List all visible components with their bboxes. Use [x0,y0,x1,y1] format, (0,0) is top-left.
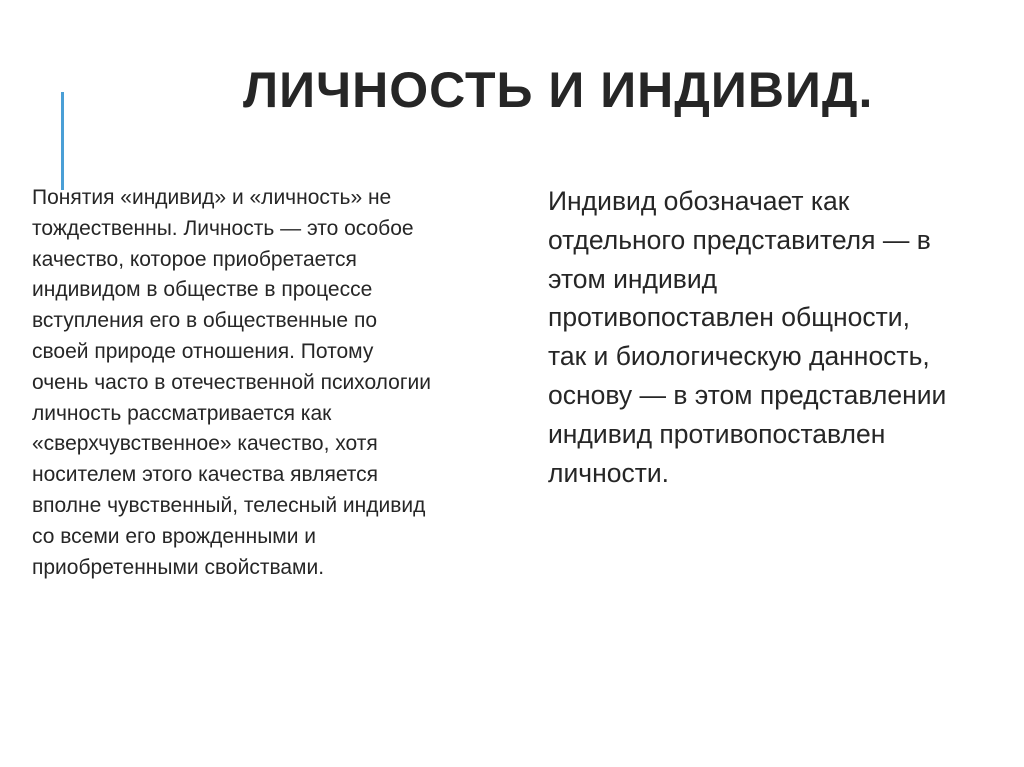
text-line: приобретенными свойствами. [32,555,325,579]
text-line: личность рассматривается как [32,401,332,425]
text-line: этом индивид [548,263,718,294]
left-column-text [32,183,532,583]
text-line: очень часто в отечественной психологии [32,370,431,394]
text-line: так и биологическую данность, [548,341,930,372]
text-line: тождественны. Личность — это особое [32,216,414,240]
text-line: отдельного представителя — в [548,224,931,255]
text-line: Понятия «индивид» и «личность» не [32,186,392,209]
slide-title: ЛИЧНОСТЬ И ИНДИВИД. [243,62,874,118]
text-line: Индивид обозначает как [548,186,850,216]
text-line: своей природе отношения. Потому [32,339,374,363]
text-line: индивид противопоставлен [548,418,886,449]
text-line: вполне чувственный, телесный индивид [32,493,426,517]
right-column-text [548,182,1018,492]
text-line: носителем этого качества является [32,463,379,487]
text-line: противопоставлен общности, [548,302,910,333]
accent-line [61,92,64,190]
text-line: со всеми его врожденными и [32,524,317,548]
text-line: индивидом в обществе в процессе [32,278,373,302]
text-line: «сверхчувственное» качество, хотя [32,432,378,456]
text-line: вступления его в общественные по [32,309,377,333]
text-line: основу — в этом представлении [548,379,947,410]
text-line: личности. [548,457,669,488]
text-line: качество, которое приобретается [32,247,357,271]
